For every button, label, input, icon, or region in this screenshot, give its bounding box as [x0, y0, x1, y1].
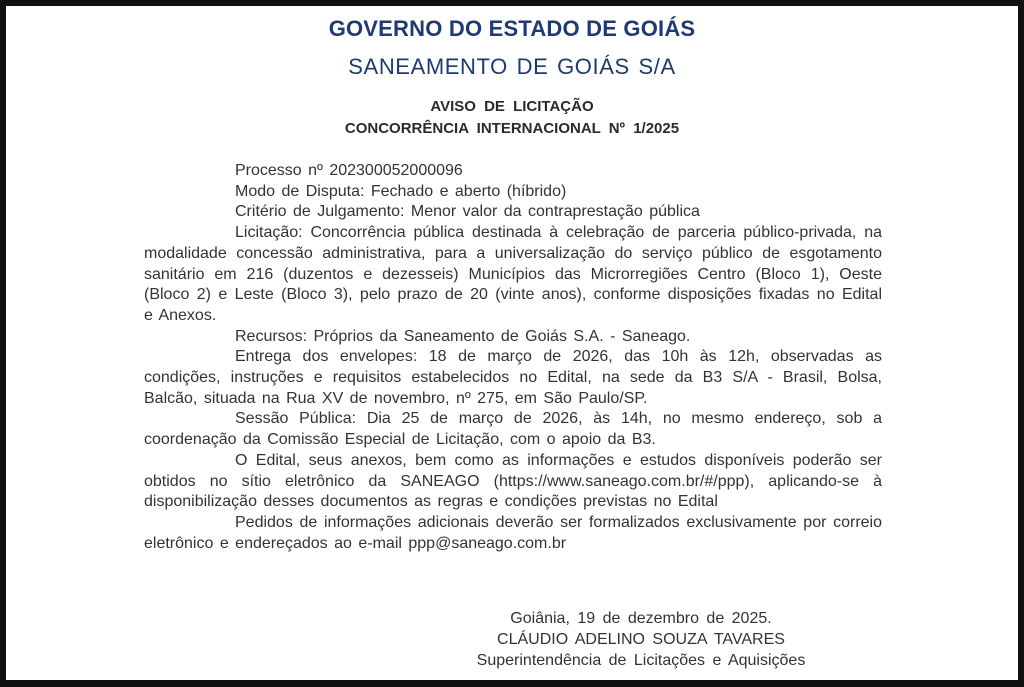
government-header: GOVERNO DO ESTADO DE GOIÁS	[328, 16, 696, 41]
signatory-name: CLÁUDIO ADELINO SOUZA TAVARES	[497, 631, 785, 648]
edital-availability: O Edital, seus anexos, bem como as informações e estudos disponíveis poderão ser obtidos no sítio eletrônico da SANEAGO (https://www.saneago.com.br/#/ppp), aplicando-se à disponibilização desses documentos as regras e condições previstas no Edital	[144, 451, 882, 511]
notice-body	[144, 161, 882, 554]
public-session: Sessão Pública: Dia 25 de março de 2026, às 14h, no mesmo endereço, sob a coordenação da Comissão Especial de Licitação, com o apoio da B3.	[144, 410, 882, 449]
envelope-delivery: Entrega dos envelopes: 18 de março de 2026, das 10h às 12h, observadas as condições, instruções e requisitos estabelecidos no Edital, na sede da B3 S/A - Brasil, Bolsa, Balcão, situada na Rua XV de novembro, nº 275, em São Paulo/SP.	[144, 348, 882, 407]
dispute-mode: Modo de Disputa: Fechado e aberto (híbrido)	[235, 182, 567, 200]
notice-subtitle: CONCORRÊNCIA INTERNACIONAL Nº 1/2025	[344, 120, 680, 137]
judgment-criterion: Critério de Julgamento: Menor valor da contraprestação pública	[235, 203, 700, 221]
signatory-department: Superintendência de Licitações e Aquisições	[476, 652, 806, 669]
information-requests: Pedidos de informações adicionais deverão ser formalizados exclusivamente por correio eletrônico e endereçados ao e-mail ppp@saneago.com.br	[144, 513, 882, 552]
notice-page	[6, 6, 1018, 680]
company-header: SANEAMENTO DE GOIÁS S/A	[348, 54, 676, 79]
notice-title: AVISO DE LICITAÇÃO	[430, 98, 594, 115]
signature-block	[446, 608, 836, 671]
bidding-description: Licitação: Concorrência pública destinada à celebração de parceria público-privada, na modalidade concessão administrativa, para a universalização do serviço público de esgotamento sanitário em 216 (duzentos e dezesseis) Municípios das Microrregiões Centro (Bloco 1), Oeste (Bloco 2) e Leste (Bloco 3), pelo prazo de 20 (vinte anos), conforme disposições fixadas no Edital e Anexos.	[144, 224, 882, 324]
process-number: Processo nº 202300052000096	[235, 162, 463, 179]
place-date: Goiânia, 19 de dezembro de 2025.	[510, 610, 772, 627]
resources: Recursos: Próprios da Saneamento de Goiás S.A. - Saneago.	[235, 327, 691, 345]
